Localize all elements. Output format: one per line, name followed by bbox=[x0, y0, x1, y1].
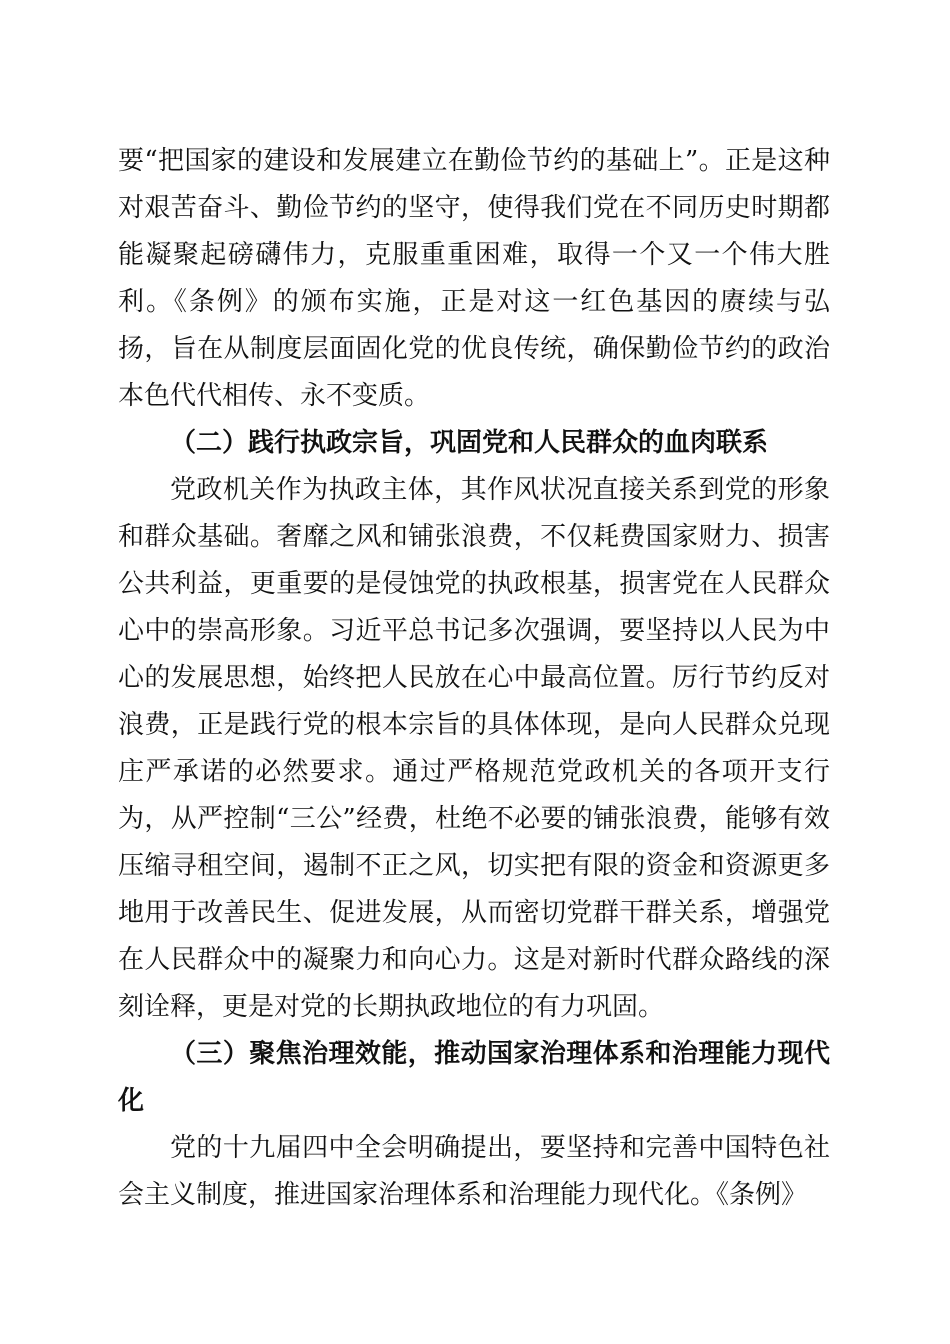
document-body bbox=[118, 138, 830, 1219]
paragraph-section-3: 党的十九届四中全会明确提出，要坚持和完善中国特色社会主义制度，推进国家治理体系和治理能力现代化。《条例》 bbox=[118, 1133, 830, 1210]
section-heading-3: （三）聚焦治理效能，推动国家治理体系和治理能力现代化 bbox=[118, 1039, 830, 1116]
section-heading-2: （二）践行执政宗旨，巩固党和人民群众的血肉联系 bbox=[170, 428, 769, 458]
paragraph-continuation: 要“把国家的建设和发展建立在勤俭节约的基础上”。正是这种对艰苦奋斗、勤俭节约的坚守，使得我们党在不同历史时期都能凝聚起磅礴伟力，克服重重困难，取得一个又一个伟大胜利。《条例》的颁布实施，正是对这一红色基因的赓续与弘扬，旨在从制度层面固化党的优良传统，确保勤俭节约的政治本色代代相传、永不变质。 bbox=[118, 146, 830, 411]
paragraph-section-2: 党政机关作为执政主体，其作风状况直接关系到党的形象和群众基础。奢靡之风和铺张浪费，不仅耗费国家财力、损害公共利益，更重要的是侵蚀党的执政根基，损害党在人民群众心中的崇高形象。习近平总书记多次强调，要坚持以人民为中心的发展思想，始终把人民放在心中最高位置。厉行节约反对浪费，正是践行党的根本宗旨的具体体现，是向人民群众兑现庄严承诺的必然要求。通过严格规范党政机关的各项开支行为，从严控制“三公”经费，杜绝不必要的铺张浪费，能够有效压缩寻租空间，遏制不正之风，切实把有限的资金和资源更多地用于改善民生、促进发展，从而密切党群干群关系，增强党在人民群众中的凝聚力和向心力。这是对新时代群众路线的深刻诠释，更是对党的长期执政地位的有力巩固。 bbox=[118, 475, 830, 1022]
